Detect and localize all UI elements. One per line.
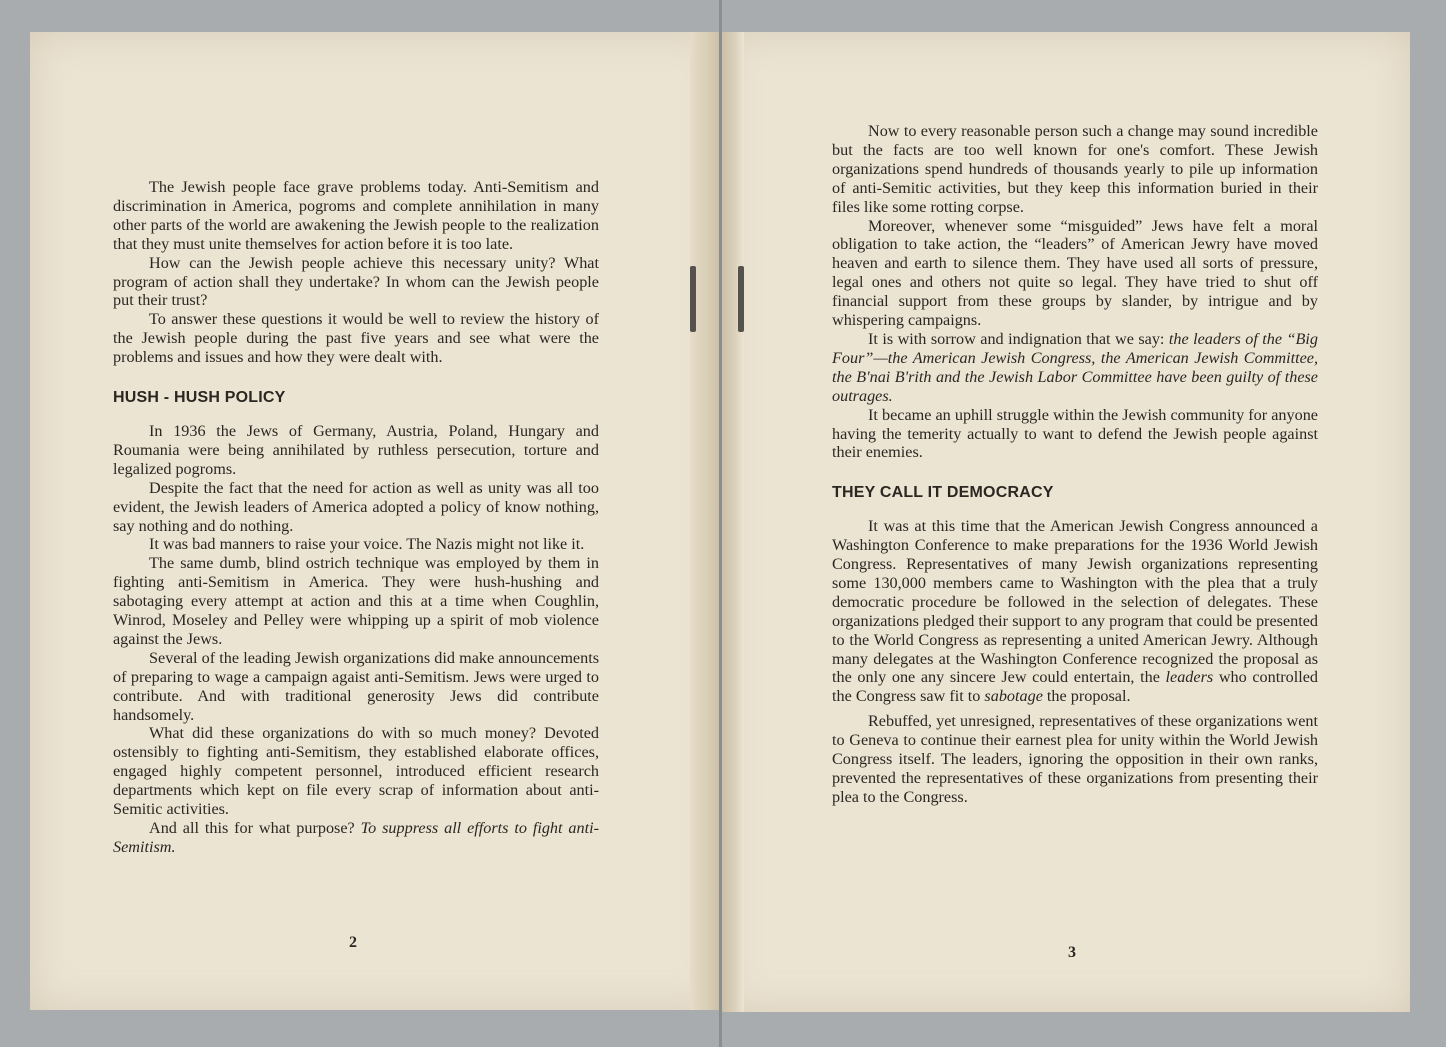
hush-paragraph-7 bbox=[113, 819, 599, 857]
right-gutter bbox=[722, 32, 744, 1012]
hush-paragraph-1: In 1936 the Jews of Germany, Austria, Poland, Hungary and Roumania were being annihilated by ruthless persecution, torture and legalized pogroms. bbox=[113, 421, 599, 478]
hush-paragraph-5: Several of the leading Jewish organizations did make announcements of preparing to wage a campaign agaist anti-Semitism. Jews were urged to contribute. And with traditional generosity Jews did contribute handsomely. bbox=[113, 648, 599, 724]
democracy-italic-sabotage: sabotage bbox=[984, 687, 1043, 706]
intro-paragraph-3: To answer these questions it would be well to review the history of the Jewish people during the past five years and see what were the problems and issues and how they were dealt with. bbox=[113, 310, 599, 367]
spine-divider bbox=[719, 0, 722, 1047]
hush-paragraph-6: What did these organizations do with so much money? Devoted ostensibly to fighting anti-Semitism, they established elaborate offices, engaged highly competent personnel, introduced efficient research departments which kept on file every scrap of information about anti-Semitic activities. bbox=[113, 724, 599, 819]
right-paragraph-4: It became an uphill struggle within the Jewish community for anyone having the temerity actually to want to defend the Jewish people against their enemies. bbox=[832, 405, 1318, 462]
sorrow-italic: the leaders of the “Big Four”—the American Jewish Congress, the American Jewish Committee, the B'nai B'rith and the Jewish Labor Committee have been guilty of these outrages. bbox=[832, 329, 1319, 405]
democracy-paragraph-2: Rebuffed, yet unresigned, representatives of these organizations went to Geneva to continue their earnest plea for unity within the World Jewish Congress itself. The leaders, ignoring the opposition in their own ranks, prevented the representatives of these organizations from presenting their plea to the Congress. bbox=[832, 712, 1318, 806]
hush-paragraph-4: The same dumb, blind ostrich technique was employed by them in fighting anti-Semitism in America. They were hush-hushing and sabotaging every attempt at action and this at a time when Coughlin, Winrod, Moseley and Pelley were whipping up a spirit of mob violence against the Jews. bbox=[113, 554, 599, 648]
staple-left bbox=[690, 266, 696, 332]
democracy-text-1: It was at this time that the American Jewish Congress announced a Washington Conference to make preparations for the 1936 World Jewish Congress. Representatives of many Jewish organizations representing some 130,000 members came to Washington with the plea that a truly democratic procedure be followed in the selection of delegates. These organizations pledged their support to any program that could be presented to the World Congress as representing a united American Jewry. Although many delegates at the Washington Conference recognized the proposal as the only one any sincere Jew could entertain, the bbox=[832, 517, 1318, 687]
sorrow-text: It is with sorrow and indignation that we say: bbox=[868, 329, 1169, 348]
left-gutter bbox=[690, 32, 720, 1010]
democracy-paragraph-1 bbox=[832, 517, 1318, 706]
democracy-italic-leaders: leaders bbox=[1165, 668, 1214, 687]
purpose-text: And all this for what purpose? bbox=[149, 819, 361, 837]
staple-right bbox=[738, 266, 744, 332]
right-paragraph-3 bbox=[832, 330, 1318, 406]
right-paragraph-1: Now to every reasonable person such a change may sound incredible but the facts are too well known for one's comfort. These Jewish organizations spend hundreds of thousands yearly to pile up information of anti-Semitic activities, but they keep this information buried in their files like some rotting corpse. bbox=[832, 122, 1318, 216]
hush-paragraph-2: Despite the fact that the need for action as well as unity was all too evident, the Jewish leaders of America adopted a policy of know nothing, say nothing and do nothing. bbox=[113, 478, 599, 535]
purpose-italic: To suppress all efforts to fight anti-Semitism. bbox=[113, 819, 599, 856]
hush-paragraph-3: It was bad manners to raise your voice. The Nazis might not like it. bbox=[149, 535, 585, 554]
right-page-text bbox=[832, 122, 1318, 807]
page-number-right: 3 bbox=[1068, 944, 1076, 961]
section-heading-hush: HUSH - HUSH POLICY bbox=[113, 389, 286, 407]
page-number-left: 2 bbox=[349, 934, 357, 951]
democracy-text-3: the proposal. bbox=[1042, 687, 1131, 706]
intro-paragraph-1: The Jewish people face grave problems today. Anti-Semitism and discrimination in America, pogroms and complete annihilation in many other parts of the world are awakening the Jewish people to the realization that they must unite themselves for action before it is too late. bbox=[113, 178, 599, 253]
democracy-text-2: who controlled the Congress saw fit to bbox=[832, 668, 1318, 706]
right-paragraph-2: Moreover, whenever some “misguided” Jews have felt a moral obligation to take action, the “leaders” of American Jewry have moved heaven and earth to silence them. They have used all sorts of pressure, legal ones and others not quite so legal. They have tried to shut off financial support from these groups by slander, by intrigue and by whispering campaigns. bbox=[832, 216, 1318, 330]
intro-paragraph-2: How can the Jewish people achieve this necessary unity? What program of action shall they undertake? In whom can the Jewish people put their trust? bbox=[113, 253, 599, 310]
left-page-text bbox=[113, 178, 599, 857]
section-heading-democracy: THEY CALL IT DEMOCRACY bbox=[832, 484, 1054, 502]
